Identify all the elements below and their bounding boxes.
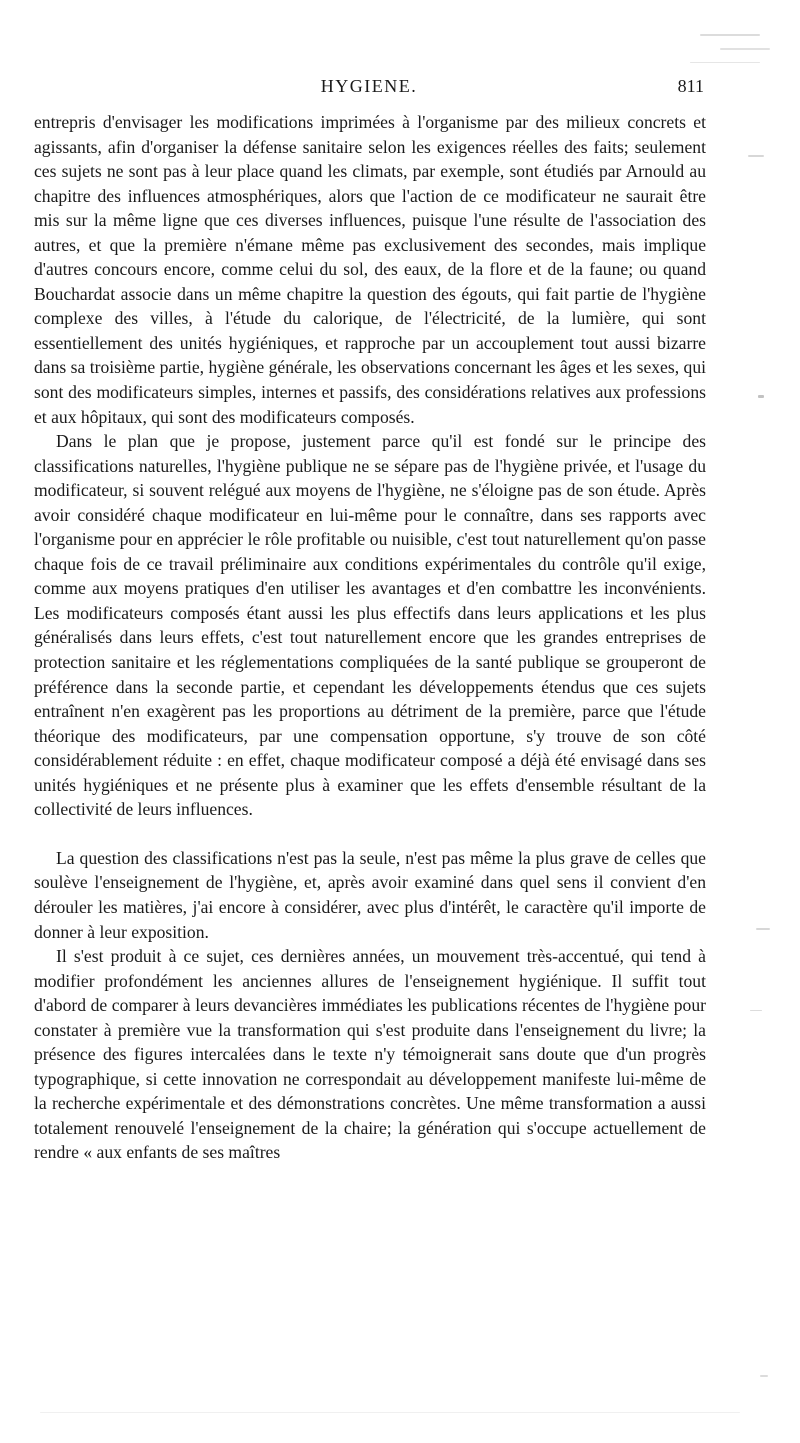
body-text	[34, 110, 706, 1165]
running-title: HYGIENE.	[320, 76, 418, 96]
page-number: 811	[677, 76, 704, 96]
paragraph-1: entrepris d'envisager les modifications imprimées à l'organisme par des milieux concrets et agissants, afin d'organiser la défense sanitaire selon les exigences réelles des faits; seulement ces sujets ne sont pas à leur place quand les climats, par exemple, sont étudiés par Arnould au chapitre des influences atmosphériques, alors que l'action de ce modificateur ne saurait être mis sur la même ligne que ces diverses influences, puisque l'une résulte de l'association des autres, et que la première n'émane même pas exclusivement des secondes, mais implique d'autres concours encore, comme celui du sol, des eaux, de la flore et de la faune; ou quand Bouchardat associe dans un même chapitre la question des égouts, qui fait partie de l'hygiène complexe des villes, à l'étude du calorique, de l'électricité, de la lumière, qui sont essentiellement des unités hygiéniques, et rapproche par un accouplement tout aussi bizarre dans sa troisième partie, hygiène générale, les observations concernant les âges et les sexes, qui sont des modificateurs simples, internes et passifs, des considérations relatives aux professions et aux hôpitaux, qui sont des modificateurs composés.	[34, 112, 706, 427]
paragraph-2: Dans le plan que je propose, justement parce qu'il est fondé sur le principe des classifications naturelles, l'hygiène publique ne se sépare pas de l'hygiène privée, et l'usage du modificateur, si souvent relégué aux moyens de l'hygiène, ne s'éloigne pas de son étude. Après avoir considéré chaque modificateur en lui-même pour le connaître, dans ses rapports avec l'organisme pour en apprécier le rôle profitable ou nuisible, c'est tout naturellement qu'on passe chaque fois de ce travail préliminaire aux conditions expérimentales du contrôle qu'il exige, comme aux moyens pratiques d'en utiliser les avantages et d'en combattre les inconvénients. Les modificateurs composés étant aussi les plus effectifs dans leurs applications et les plus généralisés dans leurs effets, c'est tout naturellement encore que les grandes entreprises de protection sanitaire et les réglementations compliquées de la santé publique se grouperont de préférence dans la seconde partie, et cependant les développements étendus que ces sujets entraînent n'en exagèrent pas les proportions au détriment de la première, parce que l'étude théorique des modificateurs, par une compensation opportune, s'y trouve de son côté considérablement réduite : en effet, chaque modificateur composé a déjà été envisagé dans ses unités hygiéniques et ne présente plus à examiner que les effets d'ensemble résultant de la collectivité de leurs influences.	[34, 431, 706, 820]
scan-speck	[690, 62, 760, 63]
scan-speck	[748, 155, 764, 157]
paragraph-4: Il s'est produit à ce sujet, ces dernières années, un mouvement très-accentué, qui tend à modifier profondément les anciennes allures de l'enseignement hygiénique. Il suffit tout d'abord de comparer à leurs devancières immédiates les publications récentes de l'hygiène pour constater à première vue la transformation qui s'est produite dans l'enseignement du livre; la présence des figures intercalées dans le texte n'y témoignerait sans doute que d'un progrès typographique, si cette innovation ne correspondait au développement manifeste lui-même de la recherche expérimentale et des démonstrations concrètes. Une même transformation a aussi totalement renouvelé l'enseignement de la chaire; la génération qui s'occupe actuellement de rendre « aux enfants de ses maîtres	[34, 946, 706, 1163]
scan-speck	[40, 1412, 740, 1413]
scan-speck	[756, 928, 770, 930]
scan-speck	[758, 395, 764, 398]
running-head	[34, 76, 704, 102]
paragraph-3: La question des classifications n'est pas la seule, n'est pas même la plus grave de celles que soulève l'enseignement de l'hygiène, et, après avoir examiné dans quel sens il convient d'en dérouler les matières, j'ai encore à considérer, avec plus d'intérêt, le caractère qu'il importe de donner à leur exposition.	[34, 847, 706, 942]
section-gap	[34, 822, 706, 846]
scan-speck	[720, 48, 770, 50]
scan-speck	[700, 34, 760, 36]
scan-speck	[750, 1010, 762, 1011]
scan-speck	[760, 1375, 768, 1377]
